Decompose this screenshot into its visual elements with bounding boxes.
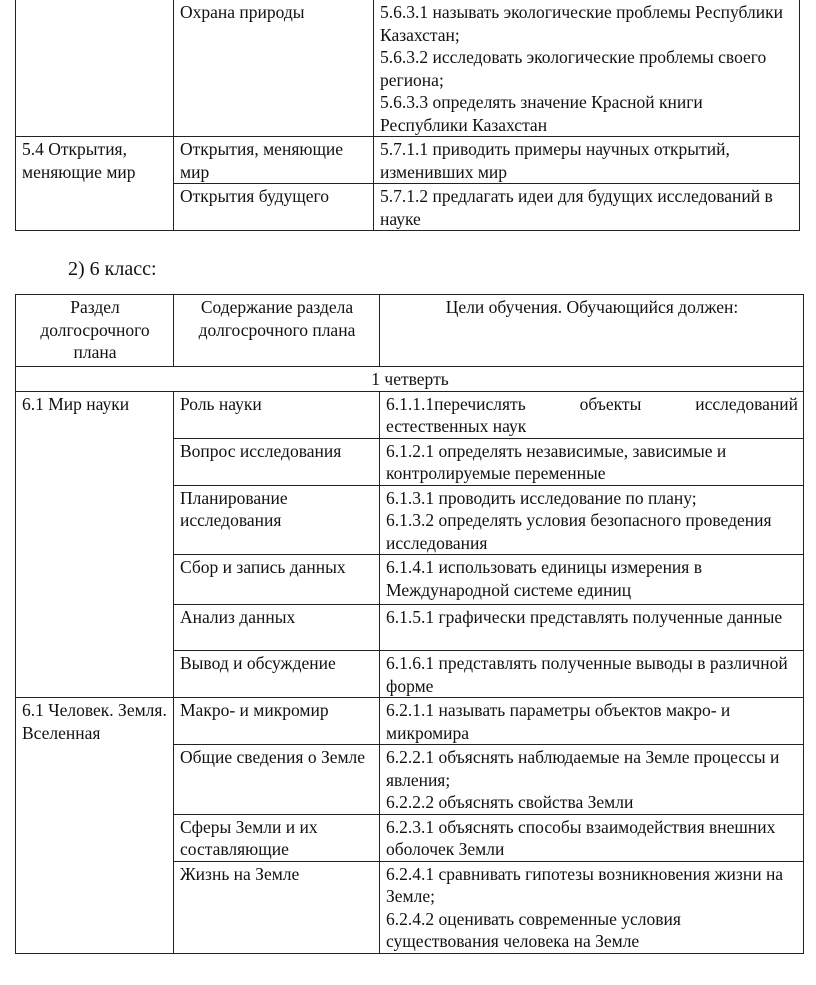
content-cell: Охрана природы	[174, 0, 374, 137]
goals-cell	[380, 605, 804, 651]
goal-text: 6.1.4.1 использовать единицы измерения в Международной системе единиц	[386, 557, 702, 600]
section-title: 2) 6 класс:	[68, 258, 157, 280]
goal-text: 6.2.1.1 называть параметры объектов макро- и микромира	[386, 700, 731, 743]
header-row	[16, 295, 804, 367]
quarter-row	[16, 367, 804, 392]
goals-cell	[380, 555, 804, 605]
goal-text: 6.2.4.2 оценивать современные условия существования человека на Земле	[386, 908, 681, 951]
content-cell: Роль науки	[174, 391, 380, 438]
goal-text: 5.6.3.3 определять значение Красной книги Республики Казахстан	[380, 92, 703, 135]
quarter-label: 1 четверть	[16, 367, 804, 392]
header-content: Содержание раздела долгосрочного плана	[174, 295, 380, 367]
section-cell	[16, 0, 174, 137]
goals-cell	[380, 485, 804, 555]
content-cell: Планирование исследования	[174, 485, 380, 555]
goal-text: 6.2.4.1 сравнивать гипотезы возникновения жизни на Земле;	[386, 863, 784, 906]
goal-text: 6.1.5.1 графически представлять полученные данные	[386, 607, 783, 627]
content-cell: Открытия, меняющие мир	[174, 137, 374, 184]
goals-cell	[380, 861, 804, 953]
goal-text: 6.1.2.1 определять независимые, зависимые и контролируемые переменные	[386, 440, 727, 483]
goal-text: 5.6.3.2 исследовать экологические проблемы своего региона;	[380, 47, 767, 90]
goal-text: 6.1.1.1перечислять объекты исследований естественных наук	[386, 393, 798, 436]
goal-text: 6.2.2.1 объяснять наблюдаемые на Земле процессы и явления;	[386, 747, 780, 790]
table-row	[16, 698, 804, 745]
goal-text: 6.2.3.1 объяснять способы взаимодействия внешних оболочек Земли	[386, 816, 776, 859]
goals-cell	[380, 651, 804, 698]
goals-cell	[374, 137, 800, 184]
goal-text: 6.1.3.2 определять условия безопасного проведения исследования	[386, 510, 772, 553]
content-cell: Анализ данных	[174, 605, 380, 651]
section-cell: 6.1 Мир науки	[16, 391, 174, 698]
goals-cell	[380, 391, 804, 438]
goals-cell	[380, 814, 804, 861]
content-cell: Открытия будущего	[174, 184, 374, 231]
content-cell: Макро- и микромир	[174, 698, 380, 745]
content-cell: Сферы Земли и их составляющие	[174, 814, 380, 861]
goal-text: 5.6.3.1 называть экологические проблемы Республики Казахстан;	[380, 2, 783, 45]
section-cell: 5.4 Открытия, меняющие мир	[16, 137, 174, 231]
goals-cell	[380, 698, 804, 745]
goals-cell	[380, 438, 804, 485]
table-grade6	[15, 294, 804, 954]
table-row	[16, 137, 800, 184]
goal-text: 6.1.3.1 проводить исследование по плану;	[386, 487, 697, 508]
content-cell: Сбор и запись данных	[174, 555, 380, 605]
goal-text: 5.7.1.2 предлагать идеи для будущих исследований в науке	[380, 186, 773, 229]
table-row	[16, 0, 800, 137]
header-section: Раздел долгосрочного плана	[16, 295, 174, 367]
header-goals: Цели обучения. Обучающийся должен:	[380, 295, 804, 367]
content-cell: Вывод и обсуждение	[174, 651, 380, 698]
table-grade5-continuation	[15, 0, 800, 231]
goal-text: 6.1.6.1 представлять полученные выводы в различной форме	[386, 653, 788, 696]
goals-cell	[374, 0, 800, 137]
content-cell: Общие сведения о Земле	[174, 745, 380, 815]
goals-cell	[374, 184, 800, 231]
goals-cell	[380, 745, 804, 815]
content-cell: Вопрос исследования	[174, 438, 380, 485]
goal-text: 5.7.1.1 приводить примеры научных открытий, изменивших мир	[380, 139, 730, 182]
table-row	[16, 391, 804, 438]
content-cell: Жизнь на Земле	[174, 861, 380, 953]
section-cell: 6.1 Человек. Земля. Вселенная	[16, 698, 174, 954]
goal-text: 6.2.2.2 объяснять свойства Земли	[386, 792, 634, 812]
